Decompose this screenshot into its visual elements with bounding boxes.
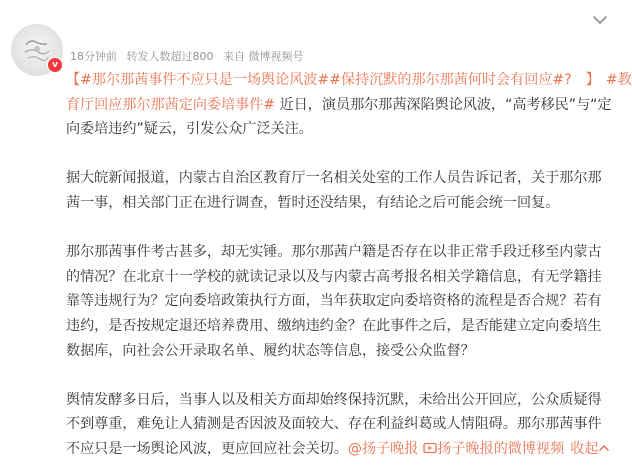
paragraph-2-line-1: 那尔那茜事件考古甚多，却无实锤。那尔那茜户籍是否存在以非正常手段迁移至内蒙古	[66, 244, 602, 261]
hashtag-link-1[interactable]: #那尔那茜事件不应只是一场舆论风波##保持沉默的那尔那茜何时会有回应#?	[80, 72, 572, 88]
paragraph-2-line-2: 的情况？在北京十一学校的就读记录以及与内蒙古高考报名相关学籍信息，有无学籍挂	[66, 268, 602, 285]
headline-text-1: 近日，演员那尔那茜深陷舆论风波，“高考移民”与“定	[275, 96, 612, 113]
collapse-button[interactable]: 收起	[570, 440, 599, 457]
paragraph-2-line-3: 靠等违规行为？定向委培政策执行方面，当年获取定向委培资格的流程是否合规？若有	[66, 293, 602, 310]
post-time[interactable]: 18分钟前	[70, 50, 117, 63]
post-meta	[70, 48, 310, 64]
video-link[interactable]: 扬子晚报的微博视频	[437, 440, 565, 457]
paragraph-3-line-1: 舆情发酵多日后，当事人以及相关方面却始终保持沉默，未给出公开回应，公众质疑得	[66, 391, 602, 408]
collapse-arrow-icon[interactable]	[599, 444, 609, 452]
paragraph-2-line-5: 数据库，向社会公开录取名单、履约状态等信息，接受公众监督？	[66, 342, 475, 359]
post-content	[66, 68, 632, 462]
video-link-icon	[423, 442, 437, 454]
hashtag-link-2-start[interactable]: #教	[605, 72, 632, 88]
paragraph-1-line-2: 茜一事，相关部门正在进行调查，暂时还没结果，有结论之后可能会统一回复。	[66, 194, 560, 211]
verified-badge: v	[47, 57, 63, 73]
paragraph-3-line-2: 不到尊重，难免让人猜测是否因波及面较大、存在利益纠葛或人情阻碍。那尔那茜事件	[66, 416, 602, 433]
hashtag-link-2-end[interactable]: 育厅回应那尔那茜定向委培事件#	[66, 96, 276, 113]
headline-line-1	[66, 68, 632, 93]
repost-count: 转发人数超过800	[126, 50, 214, 63]
source-mention-link[interactable]: @扬子晚报	[347, 440, 419, 457]
post-source[interactable]: 来自 微博视频号	[223, 50, 304, 63]
paragraph-1-line-1: 据大皖新闻报道，内蒙古自治区教育厅一名相关处室的工作人员告诉记者，关于那尔那	[66, 170, 602, 187]
open-bracket: 【	[66, 72, 81, 88]
headline-line-3: 向委培违约”疑云，引发公众广泛关注。	[66, 121, 313, 138]
last-line-text: 不应只是一场舆论风波，更应回应社会关切。	[66, 440, 348, 457]
close-bracket: 】	[585, 72, 600, 88]
paragraph-2-line-4: 违约，是否按规定退还培养费用、缴纳违约金？在此事件之后，是否能建立定向委培生	[66, 317, 602, 334]
paragraph-3-line-3	[66, 437, 612, 462]
more-icon[interactable]	[592, 14, 608, 26]
headline-line-2	[66, 93, 612, 118]
